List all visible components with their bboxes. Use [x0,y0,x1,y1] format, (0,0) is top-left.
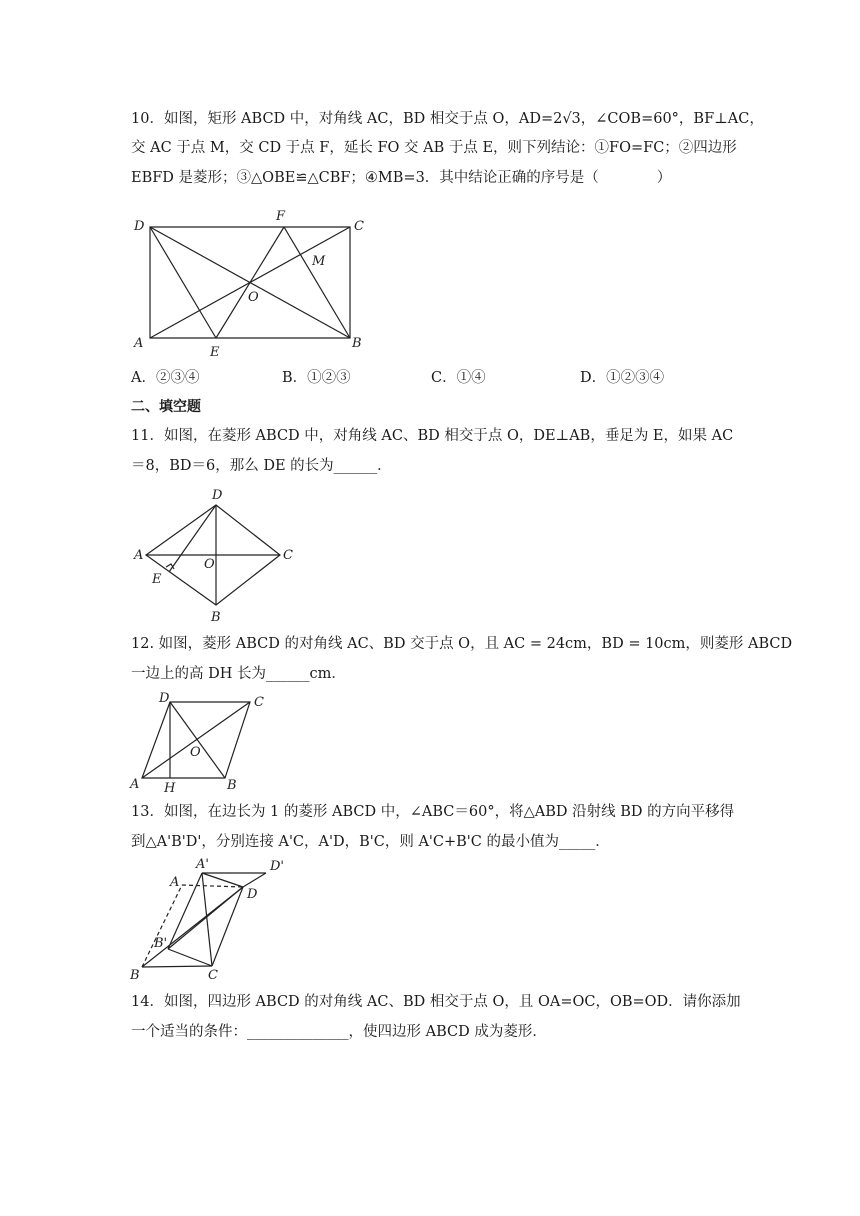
label-h: H [164,781,176,796]
label-b: B [227,778,237,793]
label-c: C [283,548,293,563]
label-o: O [204,557,215,572]
section-heading-fill-in: 二、填空题 [131,399,201,415]
q13-line-1: 13．如图，在边长为 1 的菱形 ABCD 中，∠ABC＝60°，将△ABD 沿射线 BD 的方向平移得 [131,804,735,820]
q10-choice-a: A．②③④ [131,370,200,386]
label-a: A [134,336,144,351]
q10-choice-d: D．①②③④ [580,370,665,386]
label-d: D [247,887,258,902]
q13-line-2: 到△A'B'D'，分别连接 A'C，A'D，B'C，则 A'C+B'C 的最小值为_____． [131,834,610,850]
label-d: D [159,691,170,706]
label-a: A [134,548,144,563]
q14-line-2: 一个适当的条件：______________，使四边形 ABCD 成为菱形． [131,1024,547,1040]
q12-line-2: 一边上的高 DH 长为______cm． [131,666,346,682]
q10-line-1: 10．如图，矩形 ABCD 中，对角线 AC，BD 相交于点 O，AD=2√3，∠COB=60°，BF⊥AC， [131,111,764,127]
q14-line-1: 14．如图，四边形 ABCD 的对角线 AC、BD 相交于点 O，且 OA=OC，OB=OD．请你添加 [131,994,741,1010]
label-c: C [208,968,218,983]
q11-line-1: 11．如图，在菱形 ABCD 中，对角线 AC、BD 相交于点 O，DE⊥AB，垂足为 E，如果 AC [131,428,734,444]
diagonal-ac [142,702,250,778]
label-b: B [352,336,362,351]
segment-bf [284,227,350,338]
label-b: B [130,968,140,983]
segment-fe [216,227,284,338]
segment-b1c [168,949,212,966]
label-c: C [354,219,364,234]
label-c: C [254,695,264,710]
side-ad-dashed [182,885,243,887]
label-a: A [130,777,140,792]
label-o: O [248,290,259,305]
q12-line-1: 12. 如图，菱形 ABCD 的对角线 AC、BD 交于点 O，且 AC = 24cm，BD = 10cm，则菱形 ABCD [131,636,793,652]
side-ab-dashed [142,885,182,967]
segment-de [150,227,216,338]
label-d-prime: D' [270,859,284,874]
label-m: M [312,254,326,269]
side-bc [142,966,212,967]
label-a: A [170,875,180,890]
label-a-prime: A' [196,857,209,872]
label-b: B [211,610,221,625]
label-e: E [152,572,162,587]
label-o: O [190,745,201,760]
diagonal-bd [170,702,225,778]
q10-line-2: 交 AC 于点 M，交 CD 于点 F，延长 FO 交 AB 于点 E，则下列结论：①FO=FC；②四边形 [131,140,737,156]
q10-figure-rectangle [130,205,370,360]
q10-line-3: EBFD 是菱形；③△OBE≌△CBF；④MB=3．其中结论正确的序号是（ ） [131,170,672,186]
segment-d1d [243,873,266,887]
right-angle-mark [166,564,174,569]
q13-figure-rhombus [130,855,300,985]
label-d: D [134,219,145,234]
q12-figure-rhombus [130,690,280,800]
label-f: F [276,209,286,224]
q10-choice-b: B．①②③ [282,370,351,386]
label-e: E [210,345,220,360]
q11-line-2: ＝8，BD＝6，那么 DE 的长为______． [131,458,392,474]
q10-choice-c: C．①④ [431,370,486,386]
label-b-prime: B' [154,936,168,951]
label-d: D [212,488,223,503]
segment-b1d [168,887,243,949]
segment-a1d [202,873,243,887]
q11-figure-rhombus [130,485,310,625]
